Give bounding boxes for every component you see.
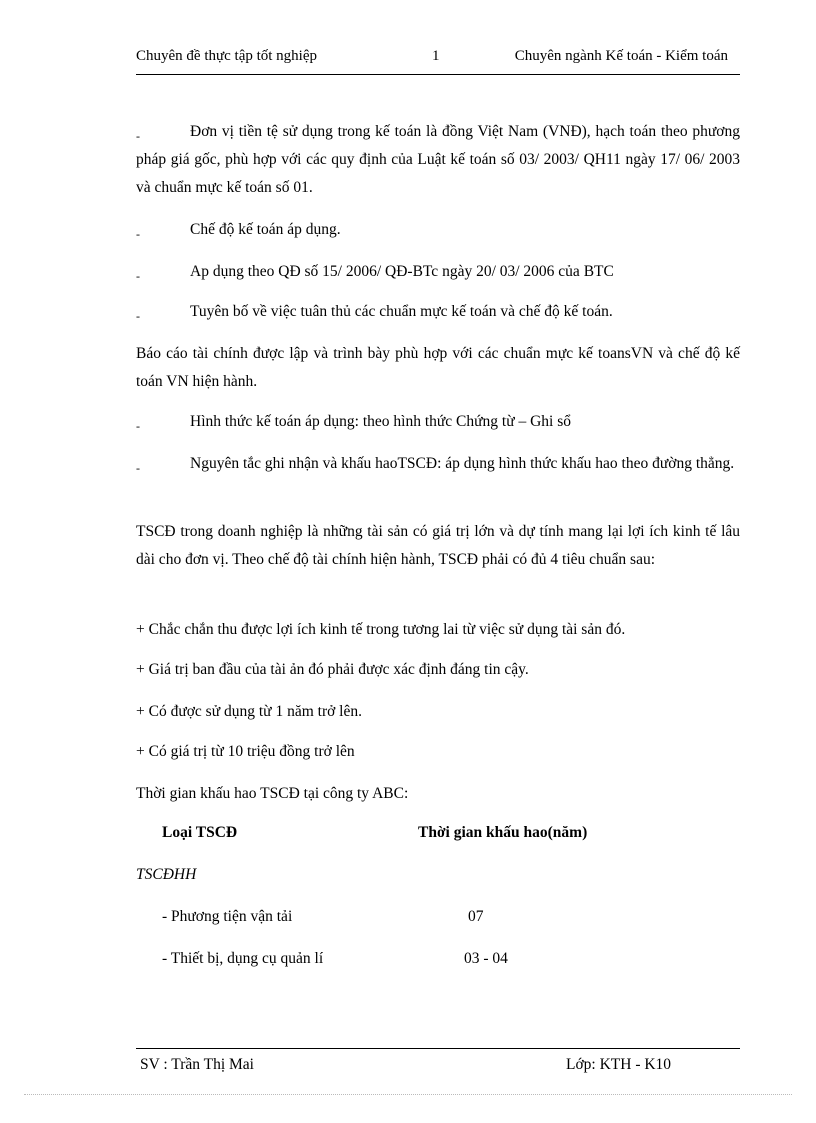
page-number: 1: [432, 48, 440, 64]
bullet-dash: -: [136, 309, 140, 323]
bullet-form: [136, 408, 740, 436]
bullet-text: Hình thức kế toán áp dụng: theo hình thức Chứng từ – Ghi sổ: [190, 413, 572, 430]
bullet-text: Nguyên tắc ghi nhận và khấu haoTSCĐ: áp dụng hình thức khấu hao theo đường thẳng.: [190, 455, 735, 472]
criterion-item: + Có giá trị từ 10 triệu đồng trở lên: [136, 743, 355, 760]
table-row-years: 07: [468, 908, 484, 925]
footer-divider: [136, 1048, 740, 1049]
footer-student: SV : Trần Thị Mai: [140, 1056, 254, 1073]
criterion-item: + Chắc chắn thu được lợi ích kinh tế trong tương lai từ việc sử dụng tài sản đó.: [136, 621, 626, 638]
page-boundary: [24, 1094, 792, 1095]
bullet-text: Ap dụng theo QĐ số 15/ 2006/ QĐ-BTc ngày 20/ 03/ 2006 của BTC: [190, 263, 614, 280]
bullet-dash: -: [136, 129, 140, 143]
bullet-dash: -: [136, 461, 140, 475]
bullet-compliance: [136, 298, 740, 326]
bullet-text: Chế độ kế toán áp dụng.: [190, 221, 341, 238]
bullet-currency: [136, 118, 740, 202]
bullet-text: Đơn vị tiền tệ sử dụng trong kế toán là đồng Việt Nam (VNĐ), hạch toán theo phương pháp giá gốc, phù hợp với các quy định của Luật kế toán số 03/ 2003/ QH11 ngày 17/ 06/ 2003 và chuẩn mực kế toán số 01.: [136, 123, 740, 196]
page-header: [136, 48, 740, 70]
depreciation-intro: Thời gian khấu hao TSCĐ tại công ty ABC:: [136, 785, 409, 802]
header-divider: [136, 74, 740, 75]
bullet-depreciation: [136, 450, 740, 478]
table-header-period: Thời gian khấu hao(năm): [418, 824, 588, 841]
table-row-name: - Thiết bị, dụng cụ quản lí: [162, 950, 324, 967]
paragraph-fixed-assets: TSCĐ trong doanh nghiệp là những tài sản có giá trị lớn và dự tính mang lại lợi ích kinh tế lâu dài cho đơn vị. Theo chế độ tài chính hiện hành, TSCĐ phải có đủ 4 tiêu chuẩn sau:: [136, 523, 740, 568]
footer-class: Lớp: KTH - K10: [566, 1056, 672, 1073]
table-category: TSCĐHH: [136, 866, 197, 883]
bullet-text: Tuyên bố về việc tuân thủ các chuẩn mực kế toán và chế độ kế toán.: [190, 303, 613, 320]
criterion-item: + Giá trị ban đầu của tài ản đó phải được xác định đáng tin cậy.: [136, 661, 529, 678]
bullet-regime: [136, 216, 740, 244]
table-row-name: - Phương tiện vận tải: [162, 908, 293, 925]
bullet-dash: -: [136, 227, 140, 241]
bullet-decision: [136, 258, 740, 286]
criterion-item: + Có được sử dụng từ 1 năm trở lên.: [136, 703, 362, 720]
header-major: Chuyên ngành Kế toán - Kiểm toán: [514, 48, 728, 64]
table-header-type: Loại TSCĐ: [162, 824, 238, 841]
table-row-years: 03 - 04: [464, 950, 508, 967]
bullet-dash: -: [136, 269, 140, 283]
bullet-dash: -: [136, 419, 140, 433]
header-title: Chuyên đề thực tập tốt nghiệp: [136, 48, 318, 64]
paragraph-report: Báo cáo tài chính được lập và trình bày phù hợp với các chuẩn mực kế toansVN và chế độ kế toán VN hiện hành.: [136, 345, 740, 390]
